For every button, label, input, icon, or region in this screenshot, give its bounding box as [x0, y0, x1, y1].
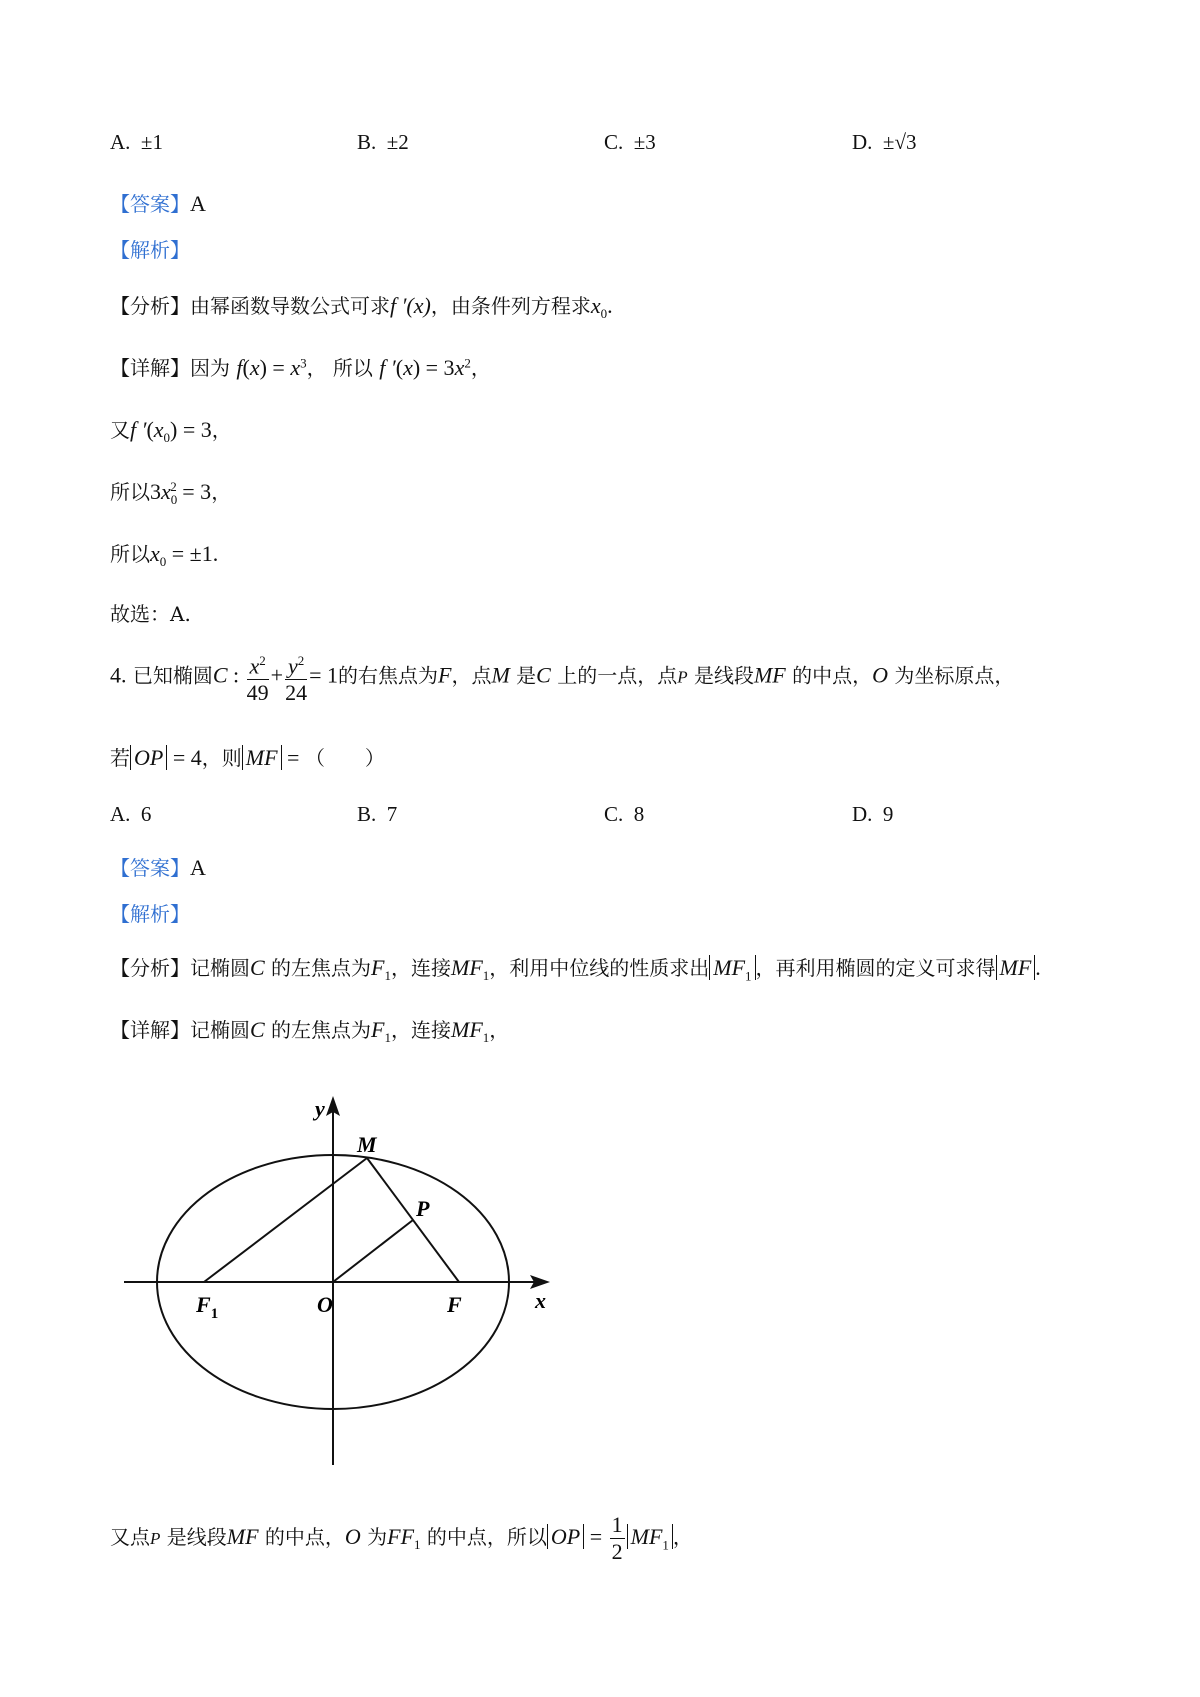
- q4-option-a: A. 6: [110, 802, 152, 826]
- q3-analysis-tag: 【解析】: [110, 238, 190, 262]
- q3-answer: 【答案】A: [110, 191, 206, 216]
- q3-option-d: D. ±√3: [852, 130, 917, 154]
- q4-option-b: B. 7: [357, 802, 398, 826]
- q3-option-c: C. ±3: [604, 130, 656, 154]
- q4-option-c: C. 8: [604, 802, 645, 826]
- label-x: x: [535, 1288, 546, 1313]
- q3-fenxi: 【分析】由幂函数导数公式可求f ′(x)，由条件列方程求$x_0$.: [110, 293, 613, 321]
- segment-F1-M: [204, 1158, 367, 1282]
- q3-step-1: 又f $'(x_0) = 3$，: [110, 417, 232, 445]
- q3-conclusion: 故选：A.: [110, 602, 191, 626]
- q4-analysis-tag: 【解析】: [110, 902, 190, 926]
- label-P: P: [416, 1196, 430, 1221]
- answer-tag: 【答案】: [110, 192, 190, 216]
- label-M: M: [357, 1132, 377, 1157]
- q4-xiangjie: 【详解】记椭圆C 的左焦点为$F_1$，连接$MF_1$，: [110, 1017, 510, 1045]
- q3-xiangjie: 【详解】因为 $f(x) = x^3$， 所以 f $'(x) = 3x^2$，: [110, 355, 491, 380]
- label-F1: $F_1$: [196, 1292, 219, 1322]
- ellipse-figure: [120, 1090, 560, 1470]
- q3-step-3: 所以$x_0 = \pm 1$.: [110, 541, 219, 569]
- q4-fenxi: 【分析】记椭圆C 的左焦点为$F_1$，连接$MF_1$，利用中位线的性质求出 $MF_1$ ，再利用椭圆的定义可求得 MF .: [110, 955, 1041, 984]
- q4-stem-line2: 若 OP = 4，则 MF = （ ）: [110, 745, 385, 770]
- q3-option-a: A. ±1: [110, 130, 163, 154]
- label-O: O: [317, 1292, 333, 1317]
- segment-O-P: [333, 1220, 413, 1282]
- q4-stem: 4. 已知椭圆C : $\frac{x^2}{49}$ + $\frac{y^2}{24}$ = 1的右焦点为F，点M 是C 上的一点，点P 是线段MF 的中点，O 为坐标原点，: [110, 648, 1014, 706]
- label-F: F: [447, 1292, 462, 1317]
- q3-option-b: B. ±2: [357, 130, 409, 154]
- q3-step-2: 所以$3x_0^2 = 3$，: [110, 479, 232, 507]
- label-y: y: [315, 1096, 325, 1121]
- q4-option-d: D. 9: [852, 802, 894, 826]
- q4-answer: 【答案】A: [110, 855, 206, 880]
- q4-final-line: 又点P 是线段MF 的中点，O 为$FF_1$ 的中点，所以 OP = $\frac{1}{2}$ $MF_1$ ，: [110, 1512, 693, 1564]
